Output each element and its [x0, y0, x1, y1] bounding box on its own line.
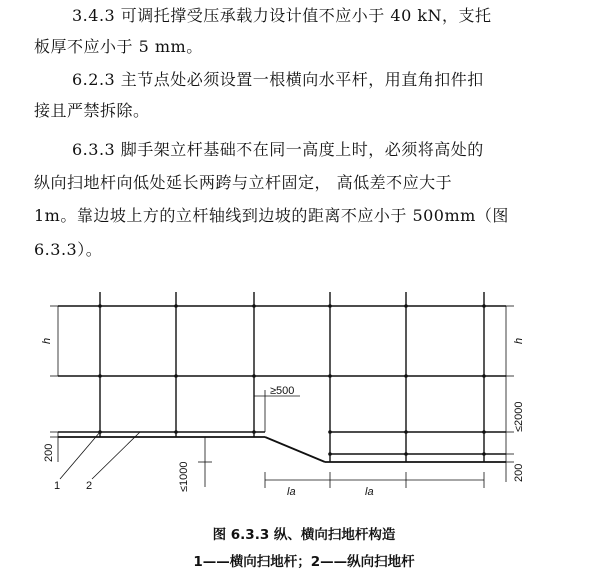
- ground-group: [58, 437, 506, 462]
- paragraph-3-4-3-line-2: 板厚不应小于 5 mm。: [34, 37, 203, 56]
- paragraph-6-2-3-line-2: 接且严禁拆除。: [34, 101, 150, 120]
- figure-caption-title: 图 6.3.3 纵、横向扫地杆构造: [212, 527, 396, 543]
- paragraph-6-3-3-line-1: 6.3.3 脚手架立杆基础不在同一高度上时，必须将高处的: [72, 140, 484, 159]
- dimension-group: [50, 306, 514, 488]
- label-1000: ≤1000: [178, 461, 190, 492]
- slope-line: [265, 437, 325, 462]
- label-item-2: 2: [86, 480, 93, 492]
- label-h-left: h: [41, 337, 53, 344]
- label-h-right: h: [513, 337, 525, 344]
- paragraph-6-3-3-line-3: 1m。靠边坡上方的立杆轴线到边坡的距离不应小于 500mm（图: [34, 206, 509, 225]
- label-200-right: 200: [513, 463, 525, 482]
- scaffold-sweep-pole-diagram: [0, 282, 608, 497]
- label-2000: ≤2000: [513, 401, 525, 432]
- label-500: ≥500: [270, 385, 295, 397]
- nodes-group: [98, 304, 486, 456]
- paragraph-6-3-3-line-2: 纵向扫地杆向低处延长两跨与立杆固定， 高低差不应大于: [34, 173, 453, 192]
- label-la-1: la: [287, 486, 296, 497]
- paragraph-3-4-3-line-1: 3.4.3 可调托撑受压承载力设计值不应小于 40 kN，支托: [72, 6, 492, 25]
- figure-caption-legend: 1——横向扫地杆；2——纵向扫地杆: [193, 554, 415, 570]
- label-la-2: la: [365, 486, 374, 497]
- label-item-1: 1: [54, 480, 61, 492]
- paragraph-6-2-3-line-1: 6.2.3 主节点处必须设置一根横向水平杆，用直角扣件扣: [72, 70, 484, 89]
- paragraph-6-3-3-line-4: 6.3.3）。: [34, 240, 103, 259]
- label-200-left: 200: [43, 443, 55, 462]
- ledgers-group: [58, 306, 506, 454]
